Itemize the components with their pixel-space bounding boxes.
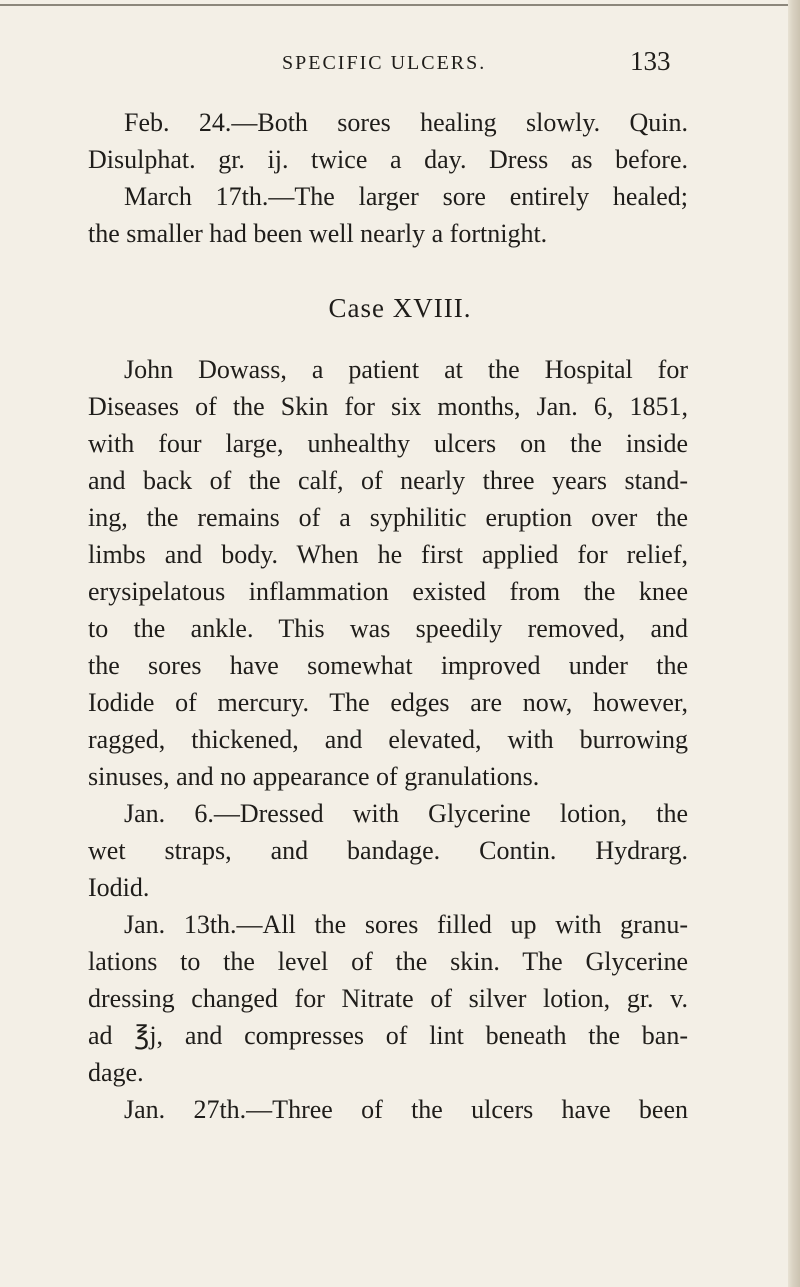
body-text xyxy=(88,104,688,1128)
case-heading: Case XVIII. xyxy=(328,293,472,323)
text-line: the sores have somewhat improved under the xyxy=(88,651,688,680)
text-line: March 17th.—The larger sore entirely healed; xyxy=(124,182,688,211)
top-rule xyxy=(0,4,790,6)
page-number: 133 xyxy=(630,46,671,76)
text-line: the smaller had been well nearly a fortnight. xyxy=(88,219,548,248)
text-line: and back of the calf, of nearly three years stand- xyxy=(88,466,688,495)
text-line: ad ℥j, and compresses of lint beneath the ban- xyxy=(88,1021,688,1050)
text-line: Jan. 6.—Dressed with Glycerine lotion, the xyxy=(124,799,688,828)
text-line: Diseases of the Skin for six months, Jan. 6, 1851, xyxy=(88,392,688,421)
text-line: lations to the level of the skin. The Glycerine xyxy=(88,947,688,976)
text-line: dage. xyxy=(88,1058,144,1087)
text-line: dressing changed for Nitrate of silver lotion, gr. v. xyxy=(88,984,688,1013)
page-header xyxy=(0,42,790,82)
text-line: sinuses, and no appearance of granulations. xyxy=(88,762,540,791)
text-line: wet straps, and bandage. Contin. Hydrarg. xyxy=(88,836,688,865)
page-edge xyxy=(788,0,800,1287)
text-line: erysipelatous inflammation existed from the knee xyxy=(88,577,688,606)
text-line: ragged, thickened, and elevated, with burrowing xyxy=(88,725,688,754)
text-line: Iodid. xyxy=(88,873,150,902)
text-line: Iodide of mercury. The edges are now, however, xyxy=(88,688,688,717)
text-line: Jan. 13th.—All the sores filled up with granu- xyxy=(124,910,688,939)
text-line: Disulphat. gr. ij. twice a day. Dress as before. xyxy=(88,145,688,174)
text-line: Feb. 24.—Both sores healing slowly. Quin. xyxy=(124,108,688,137)
text-line: John Dowass, a patient at the Hospital for xyxy=(124,355,688,384)
text-line: ing, the remains of a syphilitic eruption over the xyxy=(88,503,688,532)
text-line: limbs and body. When he first applied for relief, xyxy=(88,540,688,569)
text-line: with four large, unhealthy ulcers on the inside xyxy=(88,429,688,458)
text-line: to the ankle. This was speedily removed, and xyxy=(88,614,688,643)
text-line: Jan. 27th.—Three of the ulcers have been xyxy=(124,1095,688,1124)
running-title: SPECIFIC ULCERS. xyxy=(282,52,487,74)
